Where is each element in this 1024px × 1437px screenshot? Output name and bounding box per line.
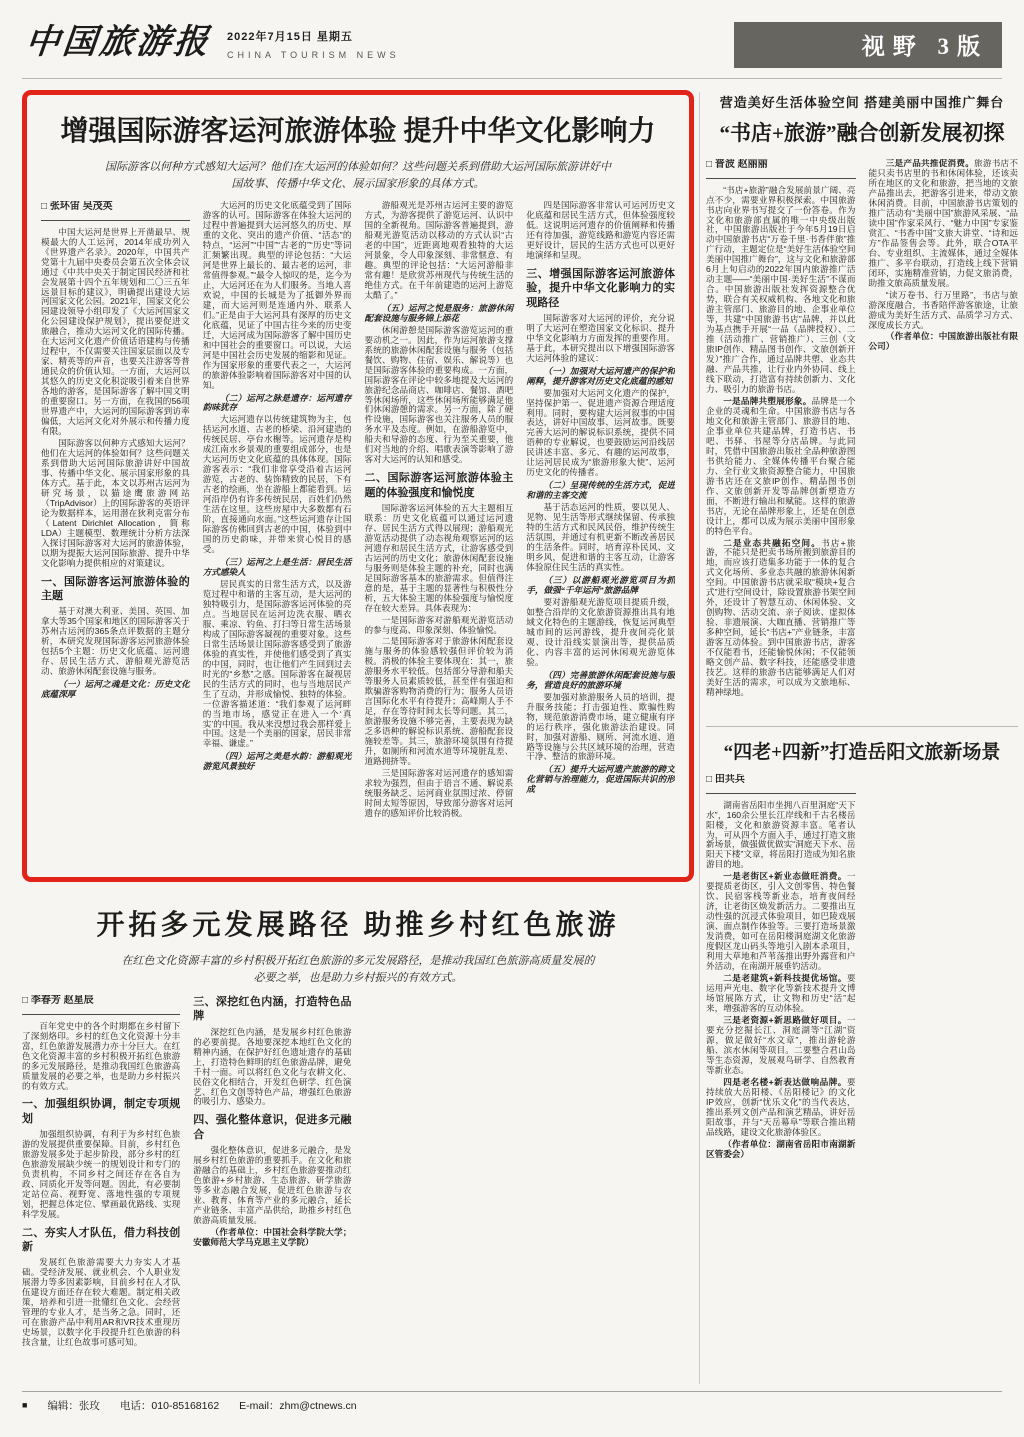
article-block: （作者单位：中国旅游出版社有限公司） — [868, 331, 1018, 352]
article-block: 游船观光是苏州古运河主要的游览方式，为游客提供了游览运河、认识中国的全新视角。国际游客普遍提到，游船观光游览活动以移动的方式认识“古老的中国”，近距离地观看独特的大运河景象，令人印象深刻、非常惬意、有趣。典型的评论包括：“大运河游船非常有趣！是欣赏苏州现代与传统生活的绝佳方式。在千年前建造的运河上游览太酷了。” — [364, 201, 514, 300]
article-block: 中国大运河是世界上开凿最早、规模最大的人工运河，2014年成功列入《世界遗产名录》。2020年，中国共产党第十九届中央委员会第五次全体会议通过《中共中央关于制定国民经济和社会发展第十四个五年规划和二〇三五年远景目标的建议》，明确提出建设大运河国家文化公园。2021年，国家文化公园建设领导小组印发了《大运河国家文化公园建设保护规划》，提出要促进文旅融合，推动大运河文化的国际传播。在大运河文化遗产价值话语建构与传播过程中，不仅需要关注国家层面以及专家、精英等的声音，也要关注游客等普通民众的价值认知。一方面，大运河以其悠久的历史文化积淀吸引着来自世界各地的游客，是国际游客了解中国文明的重要窗口。另一方面，在我国的56项世界遗产中，大运河的国际游客到访率偏低，大运河文化对外展示和传播力度有限。 — [41, 226, 190, 437]
article-block: （四）运河之美是水韵：游船观光游览风景独好 — [202, 751, 352, 772]
article-canal-experience — [22, 90, 694, 882]
rural-headline: 开拓多元发展路径 助推乡村红色旅游 — [96, 910, 620, 941]
article-block: 二是业态共融拓空间。书店+旅游，不能只是把卖书场所搬到旅游目的地，而应该打造集多功能于一体的复合式文化场所、多业态共融的旅游休闲新空间。中国旅游书店就采取“模块+复合式”进行空间设计，除设置旅游书架空间外，还设计了智慧互动、休闲体验、文创购物、活动交流、亲子阅读、虚拟体验、非遗展演、大咖直播、营销推广等多种空间，延长“书店+”产业链条，丰富游客互动体验。到中国旅游书店，游客不仅能看书，还能愉悦休闲；不仅能领略文创产品、数字科技，还能感受非遗技艺。这样的旅游书店能够满足人们对美好生活的需求，可以成为文旅地标、精神绿地。 — [706, 537, 856, 698]
article-block: 一是国际游客对游船观光游览活动的参与度高、印象深刻、体验愉悦。 — [364, 614, 514, 635]
article-block: 居民真实的日常生活方式，以及游览过程中和谐的主客互动，是大运河的独特吸引力，是国际游客运河体验的亮点。当地居民在运河边洗衣服、晒衣服、乘凉、钓鱼、打扫等日常生活场景构成了国际游客凝视的重要对象。这些日常生活场景让国际游客感受到了旅游体验的真实性，并使他们感受到了真实的中国，同时，也让他们产生回到过去时光的“乡愁”之感。国际游客在凝视居民的生活方式的同时，也与当地居民产生了互动，并形成愉悦、独特的体验。一位游客描述道：“我们参观了运河畔的当地市场，感觉正在进入一个‘真实’的中国。我从来没想过我会那样爱上中国。这是一个美丽的国家，居民非常幸福、谦虚。” — [202, 578, 352, 749]
footer-phone: 电话：010-85168162 — [119, 1400, 220, 1412]
bookstore-body — [706, 159, 1018, 714]
article-block: 一是老街区+新业态做旺消费。一要提质老街区，引入文创零售、特色餐饮、民宿客栈等新业态，培育夜间经济，让老街区焕发新活力。二要推出互动性强的沉浸式体验项目，如巴陵戏展演、面点制作体验等。三要打造场景激发消费，如可在岳阳楼洞庭湖文化旅游度假区龙山码头等地引入剧本杀项目，利用大草地和芦苇荡推出野外露营和户外活动，在南湖开展垂钓活动。 — [706, 871, 856, 972]
article-block: 二、夯实人才队伍，借力科技创新 — [22, 1226, 181, 1254]
article-block: 二是国际游客对于旅游休闲配套设施与服务的体验感较强但评价较为消极。消极的体验主要体现在：其一，旅游服务水平较低。包括部分导游和船夫等服务人员素质较低，甚至伴有强迫和欺骗游客购物消费的行为；服务人员语言国际化水平有待提升；高峰期人手不足，存在等待时间太长等问题。其二，旅游服务设施不够完善，主要表现为缺乏多语种的解说标识系统、游船配套设施较差等。其三，旅游环境氛围有待提升，如厕所和河流水道等环境脏乱差、道路拥挤等。 — [364, 636, 514, 767]
article-block: （三）以游船观光游览项目为抓手，做强“千年运河”旅游品牌 — [526, 575, 675, 595]
article-block: （作者单位：中国社会科学院大学；安徽师范大学马克思主义学院） — [193, 1226, 352, 1247]
article-block: 加强组织协调，有利于为乡村红色旅游的发展提供重要保障。目前，乡村红色旅游发展多处于起步阶段，部分乡村的红色旅游发展缺少统一的规划设计和专门的负责机构，不同乡村之间还存在各自为政、同质化开发等问题。因此，有必要制定站位高、视野宽、落地性强的专项规划，把握总体定位、擘画最优路线、实现科学发展。 — [22, 1129, 181, 1219]
bookstore-headline: “书店+旅游”融合创新发展初探 — [719, 121, 1005, 145]
right-column — [706, 90, 1018, 1302]
article-block: 四是老名楼+新表达做响品牌。要持续放大岳阳楼、《岳阳楼记》的文化IP效应，创新“忧乐文化”的当代表达，推出系列文创产品和演艺精品，讲好岳阳故事，并与“天岳幕阜”等联合推出精品线路，建设文化旅游体验区。 — [706, 1076, 856, 1137]
article-block: 三是产品共推促消费。旅游书店不能只卖书店里的书和休闲体验，还该卖所在地区的文化和旅游，把当地的文旅产品推出去，把游客引进来，带动文旅休闲消费。目前，中国旅游书店策划的推广活动有“美丽中国”旅游风采展、“品读中国”作家采风行、“魅力中国”专家鉴赏汇、“书香中国”文旅大讲堂、“诗和远方”作品签售会等。此外，联合OTA平台、专业组织、主流媒体，通过全媒体推广、多平台联动，打造线上线下营销闭环，实施精准营销，力促文旅消费，助推文旅高质量发展。 — [868, 159, 1018, 288]
article-separator — [706, 726, 1018, 727]
canal-body — [41, 201, 675, 849]
article-block: 深挖红色内涵，是发展乡村红色旅游的必要前提。各地要深挖本地红色文化的精神内涵，在保护好红色遗址遗存的基础上，打造特色鲜明的红色旅游品牌，避免千村一面。可以将红色文化与农耕文化、民俗文化相结合，开发红色研学、红色演艺、红色文创等特色产品，增强红色旅游的吸引力、感染力。 — [193, 1026, 352, 1107]
yueyang-body — [706, 774, 1018, 1302]
article-block: 国际游客以何种方式感知大运河？他们在大运河的体验如何？这些问题关系到借助大运河国际旅游讲好中国故事、传播中华文化、展示国家形象的具体方式。基于此，本文以苏州古运河为研究场景，以猫途鹰旅游网站（TripAdvisor）上的国际游客的英语评论为数据样本，运用潜在狄利克雷分布（Latent Dirichlet Allocation，简称LDA）主题模型、数理统计分析方法深入探讨国际游客对大运河的旅游体验，以期为提振大运河国际旅游、提升中华文化影响力提供相应的对策建议。 — [41, 438, 190, 568]
yueyang-headline: “四老+四新”打造岳阳文旅新场景 — [723, 742, 1001, 763]
article-block: （二）呈现传统的生活方式，促进和谐的主客交流 — [526, 480, 675, 501]
canal-deck: 国际游客以何种方式感知大运河？他们在大运河的体验如何？这些问题关系到借助大运河国际旅游讲好中国故事、传播中华文化、展示国家形象的具体方式。 — [105, 161, 611, 191]
article-block: （一）运河之魂是文化：历史文化底蕴深厚 — [41, 679, 190, 699]
footer-email: E-mail：zhm@ctnews.cn — [239, 1400, 357, 1412]
issue-date: 2022年7月15日 星期五 — [227, 31, 353, 43]
article-yueyang — [706, 737, 1018, 1302]
article-block: 三、增强国际游客运河旅游体验，提升中华文化影响力的实现路径 — [526, 267, 675, 309]
article-block: 四是国际游客非常认可运河历史文化底蕴和居民生活方式，但体验强度较低。这说明运河遗存的价值阐释和传播还有待加强，游览线路和游览内容还需更好设计，居民的生活方式也可以更好地演绎和呈现。 — [526, 201, 675, 260]
article-block: 大运河遗存以传统建筑物为主，包括运河水道、古老的桥梁、沿河建造的传统民居、亭台水榭等。运河遗存是构成江南水乡景观的重要组成部分，也是大运河历史文化底蕴的具体体现。国际游客表示：“我们非常享受沿着古运河游览，古老的、装饰精致的民居，下有古老的绘画，坐在游船上都能看到。运河沿岸仍有许多传统民居，百姓们仍然生活在这里。这些房屋中大多数都有石阶，直接通向水面。”这些运河遗存让国际游客仿佛回到古老的中国，体验到中国的历史韵味，并带来赏心悦目的感受。 — [202, 414, 352, 555]
article-block: 一、国际游客运河旅游体验的主题 — [41, 575, 190, 602]
article-block: 国际游客对大运河的评价，充分说明了大运河在塑造国家文化标识、提升中华文化影响力方面发挥的重要作用。基于此，本研究提出以下增强国际游客大运河体验的建议： — [526, 312, 675, 363]
bookstore-kicker: 营造美好生活体验空间 搭建美丽中国推广舞台 — [719, 95, 1005, 110]
rural-body — [22, 995, 694, 1367]
page-footer — [22, 1391, 1002, 1413]
article-block: □ 晋波 赵丽丽 — [706, 159, 856, 179]
article-block: □ 张环宙 吴茂英 — [41, 201, 190, 221]
article-block: 一、加强组织协调，制定专项规划 — [22, 1098, 181, 1125]
article-block: 四、强化整体意识，促进多元融合 — [193, 1114, 352, 1141]
canal-headline: 增强国际游客运河旅游体验 提升中华文化影响力 — [60, 116, 656, 147]
article-block: □ 田共兵 — [706, 774, 856, 794]
article-block: 要加强对大运河文化遗产的保护，坚持保护第一、促进遗产资源合理适度利用。同时，要构建大运河叙事的中国表达，讲好中国故事、运河故事。既要完善大运河的解说标识系统，提供不同语种的专业解说，也要鼓励运河沿线居民讲述丰富、多元、有趣的运河故事，让运河居民成为“旅游形象大使”、运河历史文化的传播者。 — [526, 387, 675, 478]
article-block: （四）完善旅游休闲配套设施与服务，营造良好的旅游环境 — [526, 669, 675, 690]
article-block: 强化整体意识，促进多元融合，是发展乡村红色旅游的重要抓手。在文化和旅游融合的基础上，乡村红色旅游要推动红色旅游+乡村旅游、生态旅游、研学旅游等多业态融合发展，促进红色旅游与农业、教育、体育等产业的多元融合，延长产业链条、丰富产品供给，助推乡村红色旅游高质量发展。 — [193, 1145, 352, 1225]
article-block: （作者单位：湖南省岳阳市南湖新区管委会） — [706, 1138, 856, 1159]
article-bookstore-tourism — [706, 92, 1018, 714]
article-block: □ 李春芳 赵星辰 — [22, 995, 180, 1015]
masthead-dateblock — [227, 28, 400, 60]
article-block: 要加强对旅游服务人员的培训，提升服务技能；打击强迫性、欺骗性购物，规范旅游消费市场，建立健康有序的运行秩序，强化旅游法治建设。同时，加强对游船、厕所、河流水道、道路等设施与公共区域环境的治理，营造干净、整洁的旅游环境。 — [526, 691, 675, 762]
section-badge: 视野 3版 — [734, 22, 1002, 68]
footer-marker-icon: ■ — [22, 1400, 28, 1410]
article-block: （二）运河之脉是遗存：运河遗存韵味犹存 — [202, 392, 352, 413]
article-block: 基于活态运河的性质，要以见人、见物、见生活等形式继续保留、传承独特的生活方式和民风民俗，维护传统生活氛围，并通过有机更新不断改善居民的生活条件。同时，培育淳朴民风、文明乡风，促进和谐的主客互动，让游客体验原住民生活的真实性。 — [526, 502, 675, 573]
article-block: 休闲游憩是国际游客游览运河的重要动机之一。因此，作为运河旅游支撑系统的旅游休闲配套设施与服务（包括餐饮、购物、住宿、娱乐、解说等）也是国际游客体验的重要构成。一方面，国际游客在评论中较多地提及大运河的旅游纪念品商店、咖啡店、餐馆、酒吧等休闲场所，这些休闲场所能够满足他们休闲游憩的需求。另一方面，除了硬件设施，国际游客也关注服务人员的服务水平及态度。例如，在游船游览中，船夫和导游的态度、行为至关重要，他们对当地的介绍、唱歌表演等影响了游客对大运河的认知和感受。 — [364, 324, 514, 465]
article-block: 三是国际游客对运河遗存的感知需求较为强烈，但由于语言不通、解说系统服务缺乏、运河商业氛围过浓、停留时间太短等原因，导致部分游客对运河遗存的感知评价比较消极。 — [364, 768, 514, 818]
article-block: （五）运河之悦是服务：旅游休闲配套设施与服务锦上添花 — [364, 302, 514, 323]
article-block: 三、深挖红色内涵，打造特色品牌 — [193, 996, 352, 1023]
newspaper-logo: 中国旅游报 — [23, 24, 213, 61]
article-block: 发展红色旅游需要大力夯实人才基础。受经济发展、就业机会、个人职业发展潜力等多因素影响，目前乡村在人才队伍建设方面还存在较大难题。制定相关政策，培养和引进一批懂红色文化、会经营管理的专业人才，是当务之急。同时，还可在旅游产品中利用AR和VR技术重现历史场景，以数字化手段提升红色旅游的科技含量，让红色故事可感可知。 — [22, 1257, 181, 1348]
footer-editor: 编辑：张玫 — [47, 1400, 100, 1412]
article-block: 二是老建筑+新科技提优场馆。要运用声光电、数字化等新技术提升文博场馆展陈方式，让文物和历史“活”起来，增强游客的互动体验。 — [706, 973, 856, 1013]
article-block: 湖南省岳阳市坐拥八百里洞庭“天下水”，160余公里长江岸线和千古名楼岳阳楼，文化和旅游资源丰富。笔者认为，可从四个方面入手，通过打造文旅新场景，做强做优做实“洞庭天下水、岳阳天下楼”文章，将岳阳打造成为知名旅游目的地。 — [706, 799, 856, 870]
article-block: （一）加强对大运河遗产的保护和阐释，提升游客对历史文化底蕴的感知 — [526, 365, 675, 386]
article-block: 百年党史中的各个时期都在乡村留下了深刻烙印。乡村的红色文化资源十分丰富，红色旅游发展潜力亦十分巨大。在红色文化资源丰富的乡村积极开拓红色旅游的多元发展路径，是推动我国红色旅游高质量发展的必要之举，也是助力乡村振兴的有效方式。 — [22, 1020, 181, 1091]
article-block: “书店+旅游”融合发展前景广阔、亮点不少，需要业界积极探索。中国旅游书店向业界书写提交了一份答卷。作为文化和旅游部直属的唯一中央级出版社，中国旅游出版社于今年5月19日启动中国旅游书店“万卷千里·书香伴旅”推广行动，主题定位是“美好生活体验空间 美丽中国推广舞台”，这与文化和旅游部6月上旬启动的2022年国内旅游推广活动主题——“美丽中国·美好生活”不谋而合。中国旅游出版社发挥资源整合优势，联合有关权威机构、各地文化和旅游主管部门、旅游目的地、企事业单位等，共建“中国旅游书店”品牌，并以此为基点携手开展“一品（品牌授权）、二推（活动推广、营销推广）、三创（文旅IP创作、精品图书创作、文旅创新开发）”推广合作，通过品牌共塑、业态共融、产品共推，让行业内外协同、线上线下联动，打造富有持续创新力、文化力、吸引力的旅游书店。 — [706, 184, 856, 394]
article-rural-red-tourism — [22, 893, 694, 1367]
article-block: 二、国际游客运河旅游体验主题的体验强度和愉悦度 — [364, 472, 514, 499]
article-block: （五）提升大运河遗产旅游的跨文化营销与治理能力，促进国际共识的形成 — [526, 764, 675, 795]
vertical-divider — [699, 92, 700, 1384]
article-block: 一是品牌共塑展形象。品牌是一个企业的灵魂和生命。中国旅游书店与各地文化和旅游主管部门、旅游目的地、企事业单位共建品牌，打造书店、书吧、书驿、书屋等分店品牌。与此同时，凭借中国旅游出版社全品种旅游图书供给能力、全媒体传播平台聚合能力、全行业文旅资源整合能力，中国旅游书店还在文旅IP创作、精品图书创作、文旅创新开发等品牌创新塑造方面，不断进行输出和赋能。这样的旅游书店，无论在品牌形象上，还是在创意设计上，都可以成为展示美丽中国形象的特色平台。 — [706, 395, 856, 536]
article-block: “读万卷书、行万里路”，书店与旅游深度融合，书香陪伴游客旅途，让旅游成为美好生活方式、品质学习方式、深度成长方式。 — [868, 289, 1018, 330]
article-block: 基于对澳大利亚、美国、英国、加拿大等35个国家和地区的国际游客关于苏州古运河的365条点评数据的主题分析，本研究发现国际游客运河旅游体验包括5个主题：历史文化底蕴、运河遗存、居民生活方式、游船观光游览活动、旅游休闲配套设施与服务。 — [41, 606, 190, 677]
masthead — [22, 12, 1002, 79]
masthead-english: CHINA TOURISM NEWS — [227, 50, 400, 60]
article-block: 三是老资源+新思路做好项目。一要充分挖掘长江、洞庭湖等“江湖”资源，做足做好“水文章”，推出游轮游船、滨水休闲等项目。二要整合君山岛等生态资源，发展观鸟研学、自然教育等新业态。 — [706, 1014, 856, 1075]
rural-deck: 在红色文化资源丰富的乡村积极开拓红色旅游的多元发展路径，是推动我国红色旅游高质量发展的必要之举，也是助力乡村振兴的有效方式。 — [121, 955, 595, 985]
article-block: （三）运河之上是生活：居民生活方式感染人 — [202, 557, 352, 577]
article-block: 国际游客运河体验的五大主题相互联系：历史文化底蕴可以通过运河遗存、居民生活方式得以展现；游船观光游览活动提供了动态视角观察运河的运河遗存和居民生活方式，让游客感受到古运河的历史文化；旅游休闲配套设施与服务则是体验主题的补充，同时也满足国际游客基本的旅游需求。但值得注意的是，基于主题的显著性与积极性分析，五大体验主题的体验强度与愉悦度存在较大差异。具体表现为： — [364, 502, 514, 613]
article-block: 要对游船观光游览项目提质升级，如整合沿岸的文化旅游资源推出具有地域文化特色的主题游线，恢复运河典型城市间的运河游线，提升夜间亮化景观、设计沿线实景演出等，提供品质化、内容丰富的运河休闲观光游览体验。 — [526, 596, 675, 667]
article-block: 大运河的历史文化底蕴受到了国际游客的认可。国际游客在体验大运河的过程中普遍提到大运河悠久的历史、厚重的文化、突出的遗产价值、“活态”的特点，“运河”“中国”“古老的”“历史”等词汇频繁出现。典型的评论包括：“大运河是世界上最长的、最古老的运河，非常值得参观。”“最令人惊叹的是，迄今为止，大运河还在为人们服务。当地人喜欢说，中国的长城是为了抵御外界而建，而大运河则是连通内外、联系人们。”正是由于大运河具有深厚的历史文化底蕴，见证了中国古往今来的历史变迁，大运河成为国际游客了解中国历史和中国社会的重要窗口。可以说，大运河是中国社会历史发展的缩影和见证。作为国家形象的重要代表之一，大运河的旅游体验影响着国际游客对中国的认知。 — [202, 201, 352, 390]
